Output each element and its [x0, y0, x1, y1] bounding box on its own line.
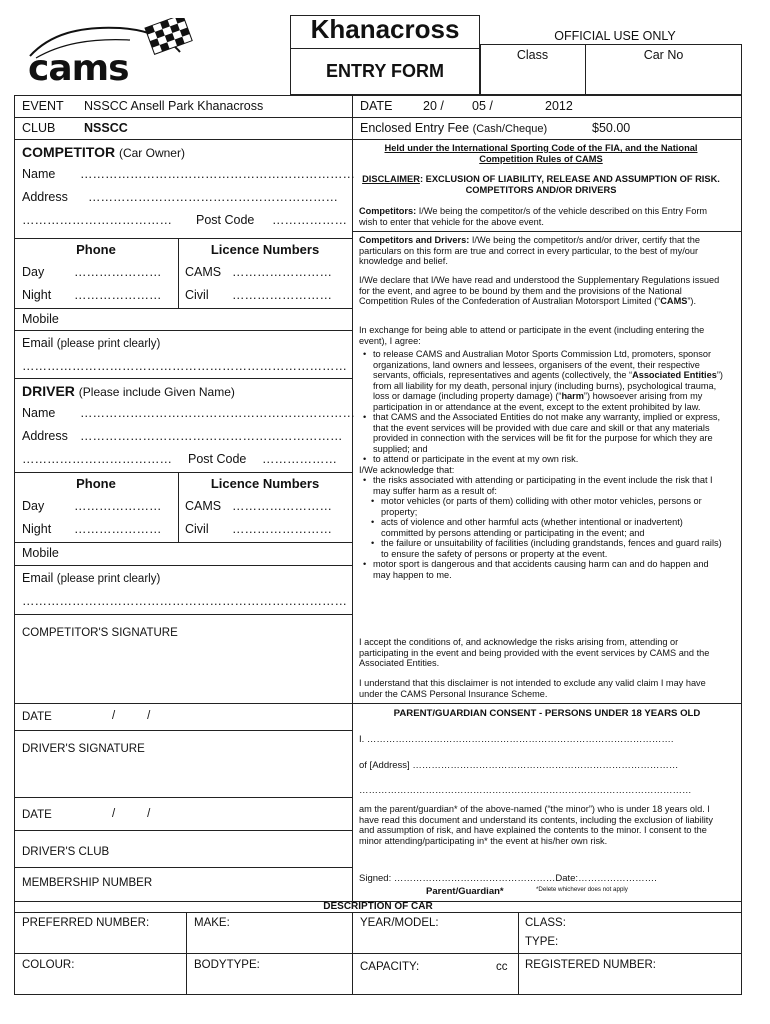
- held-under-text: Held under the International Sporting Code of the FIA, and the National Competition Rules of CAMS: [384, 143, 698, 164]
- club-label: CLUB: [22, 121, 56, 135]
- sub-bullet-violence: • acts of violence and other harmful acts (whether intentional or inadvertent) committed by persons attending or participating in the event; and: [359, 517, 723, 538]
- event-value[interactable]: NSSCC Ansell Park Khanacross: [84, 99, 264, 113]
- driver-postcode-label: Post Code: [188, 452, 247, 466]
- competitor-night-field[interactable]: …………………: [74, 288, 162, 302]
- date2-label: DATE: [22, 809, 52, 821]
- parent-consent-text: am the parent/guardian* of the above-named (“the minor”) who is under 18 years old. I have read this document and understand its contents, including the exclusion of liability and assumption of risk, and have explained the contents to the minor. I consent to the minor attending/participating in* the event at his/her own risk.: [359, 804, 713, 846]
- agree-bullets: [359, 349, 723, 580]
- parent-address-field[interactable]: of [Address] …………………………………………………………………………: [359, 760, 679, 771]
- date2-field[interactable]: / /: [112, 808, 151, 820]
- bullet-own-risk: • to attend or participate in the event at my own risk.: [359, 454, 723, 465]
- competitor-email-field[interactable]: ……………………………………………………………………: [22, 359, 347, 373]
- car-description-heading: DESCRIPTION OF CAR: [323, 901, 433, 912]
- competitor-address2-field[interactable]: ………………………………: [22, 213, 172, 227]
- competitor-name-field[interactable]: …………………………………………………………: [80, 167, 355, 181]
- driver-day-field[interactable]: …………………: [74, 499, 162, 513]
- understand-para: I understand that this disclaimer is not intended to exclude any valid claim I may have under the CAMS Personal Insurance Scheme.: [359, 678, 706, 699]
- parent-signed-line[interactable]: Signed: ……………………………………………Date:…………………….: [359, 873, 657, 884]
- driver-civil-field[interactable]: ……………………: [232, 522, 332, 536]
- driver-name-label: Name: [22, 406, 56, 420]
- logo-wordmark: cams: [28, 48, 129, 89]
- competitor-name-label: Name: [22, 167, 56, 181]
- form-subtitle: ENTRY FORM: [325, 61, 444, 81]
- disclaimer-title: DISCLAIMER: EXCLUSION OF LIABILITY, RELEASE AND ASSUMPTION OF RISK. COMPETITORS AND/OR DRIVERS: [362, 174, 720, 195]
- sub-bullet-vehicles: • motor vehicles (or parts of them) colliding with other motor vehicles, persons or property;: [359, 496, 723, 517]
- preferred-number-field[interactable]: PREFERRED NUMBER:: [22, 917, 150, 929]
- fee-value[interactable]: $50.00: [592, 121, 631, 135]
- driver-heading: DRIVER (Please include Given Name): [22, 383, 235, 399]
- driver-name-field[interactable]: …………………………………………………………: [80, 406, 355, 420]
- date-label: DATE: [360, 99, 393, 113]
- competitor-email-label: Email (please print clearly): [22, 336, 161, 350]
- date1-label: DATE: [22, 711, 52, 723]
- driver-email-label: Email (please print clearly): [22, 571, 161, 585]
- drivers-club-label[interactable]: DRIVER'S CLUB: [22, 846, 110, 858]
- cc-unit: cc: [496, 961, 508, 973]
- bullet-release: • to release CAMS and Australian Motor Sports Commission Ltd, promoters, sponsor organizations, land owners and lessees, organisers of the event, their respective servants, officials, representatives and agents (collectively, the “Associated Entities”) from all liability for my death, personal injury (including burns), psychological trauma, loss or damage (including property damage) (“harm”) howsoever arising from my participation in or attendance at the event, except to the extent prohibited by law.: [359, 349, 723, 412]
- date-day[interactable]: 20 /: [423, 99, 444, 113]
- competitors-drivers-para: Competitors and Drivers: I/We being the competitor/s and/or driver, certify that the particulars on this form are true and correct in every particular, to the best of my/our knowledge and belief.: [359, 235, 700, 266]
- delete-note: *Delete whichever does not apply: [536, 886, 628, 893]
- parent-consent-heading: PARENT/GUARDIAN CONSENT - PERSONS UNDER 18 YEARS OLD: [393, 708, 701, 719]
- bullet-danger: • motor sport is dangerous and that accidents causing harm can and do happen and may happen to me.: [359, 559, 723, 580]
- event-label: EVENT: [22, 99, 64, 113]
- competitor-phone-heading: Phone: [76, 242, 116, 257]
- parent-address2-field[interactable]: ……………………………………………………………………………………………: [359, 785, 692, 796]
- bullet-risks: • the risks associated with attending or participating in the event include the risk that I may suffer harm as a result of:: [359, 475, 723, 496]
- competitor-cams-label: CAMS: [185, 265, 222, 279]
- driver-civil-label: Civil: [185, 522, 209, 536]
- year-model-field[interactable]: YEAR/MODEL:: [360, 917, 439, 929]
- competitor-day-label: Day: [22, 265, 45, 279]
- driver-licence-heading: Licence Numbers: [210, 476, 320, 491]
- parent-guardian-label: Parent/Guardian*: [426, 886, 504, 897]
- make-field[interactable]: MAKE:: [194, 917, 230, 929]
- competitor-civil-label: Civil: [185, 288, 209, 302]
- cams-logo: [20, 18, 200, 88]
- colour-field[interactable]: COLOUR:: [22, 959, 75, 971]
- driver-signature-label[interactable]: DRIVER'S SIGNATURE: [22, 743, 145, 755]
- driver-day-label: Day: [22, 499, 45, 513]
- competitor-address-field[interactable]: ……………………………………………………: [88, 190, 338, 204]
- competitors-para: Competitors: I/We being the competitor/s of the vehicle described on this Entry Form wish to enter that vehicle for the above event.: [359, 206, 708, 227]
- bodytype-field[interactable]: BODYTYPE:: [194, 959, 260, 971]
- competitor-mobile-label: Mobile: [22, 312, 59, 326]
- acknowledge-text: I/We acknowledge that:: [359, 464, 455, 475]
- registered-number-field[interactable]: REGISTERED NUMBER:: [525, 959, 656, 971]
- fee-label: Enclosed Entry Fee (Cash/Cheque): [360, 121, 548, 135]
- competitor-night-label: Night: [22, 288, 52, 302]
- parent-name-field[interactable]: I. …………………………………………………………………………………….: [359, 734, 674, 745]
- competitor-signature-label[interactable]: COMPETITOR'S SIGNATURE: [22, 627, 178, 639]
- type-field[interactable]: TYPE:: [525, 936, 559, 948]
- driver-postcode-field[interactable]: ………………: [262, 452, 337, 466]
- car-no-label: Car No: [643, 48, 684, 62]
- official-use-label: OFFICIAL USE ONLY: [554, 29, 676, 43]
- driver-cams-label: CAMS: [185, 499, 222, 513]
- competitor-address-label: Address: [22, 190, 68, 204]
- driver-night-field[interactable]: …………………: [74, 522, 162, 536]
- driver-address2-field[interactable]: ………………………………: [22, 452, 172, 466]
- club-value[interactable]: NSSCC: [84, 121, 128, 135]
- competitor-postcode-field[interactable]: ………………: [272, 213, 347, 227]
- class-field[interactable]: CLASS:: [525, 917, 566, 929]
- driver-mobile-label: Mobile: [22, 546, 59, 560]
- accept-para: I accept the conditions of, and acknowledge the risks arising from, attending or participating in the event and being provided with the event services by CAMS and the Associated Entities.: [359, 637, 710, 668]
- checkered-flag-icon: [145, 18, 192, 54]
- competitor-postcode-label: Post Code: [196, 213, 255, 227]
- driver-address-field[interactable]: ………………………………………………………: [80, 429, 343, 443]
- driver-email-field[interactable]: ……………………………………………………………………: [22, 594, 347, 608]
- membership-number-label[interactable]: MEMBERSHIP NUMBER: [22, 877, 153, 889]
- sub-bullet-facilities: • the failure or unsuitability of facilities (including grandstands, fences and guard rails) to ensure the safety of persons or property at the event.: [359, 538, 723, 559]
- competitor-heading: COMPETITOR (Car Owner): [22, 144, 185, 160]
- date-month[interactable]: 05 /: [472, 99, 493, 113]
- date-year[interactable]: 2012: [545, 99, 573, 113]
- form-title: Khanacross: [310, 14, 460, 44]
- driver-address-label: Address: [22, 429, 68, 443]
- competitor-cams-field[interactable]: ……………………: [232, 265, 332, 279]
- bullet-warranty: • that CAMS and the Associated Entities do not make any warranty, implied or express, that the event services will be provided with due care and skill or that any materials provided in connection with the services will be fit for the purpose for which they are supplied; and: [359, 412, 723, 454]
- date1-field[interactable]: / /: [112, 710, 151, 722]
- declare-para: I/We declare that I/We have read and understood the Supplementary Regulations issued for the event, and agree to be bound by them and the provisions of the National Competition Rules of the Confederation of Australian Motorsport Limited (“CAMS”).: [359, 275, 720, 306]
- exchange-para: In exchange for being able to attend or participate in the event (including entering the event), I agree:: [359, 325, 705, 346]
- competitor-day-field[interactable]: …………………: [74, 265, 162, 279]
- capacity-field[interactable]: CAPACITY:: [360, 961, 420, 973]
- driver-phone-heading: Phone: [76, 476, 116, 491]
- class-label: Class: [516, 48, 549, 62]
- driver-night-label: Night: [22, 522, 52, 536]
- competitor-civil-field[interactable]: ……………………: [232, 288, 332, 302]
- driver-cams-field[interactable]: ……………………: [232, 499, 332, 513]
- competitor-licence-heading: Licence Numbers: [210, 242, 320, 257]
